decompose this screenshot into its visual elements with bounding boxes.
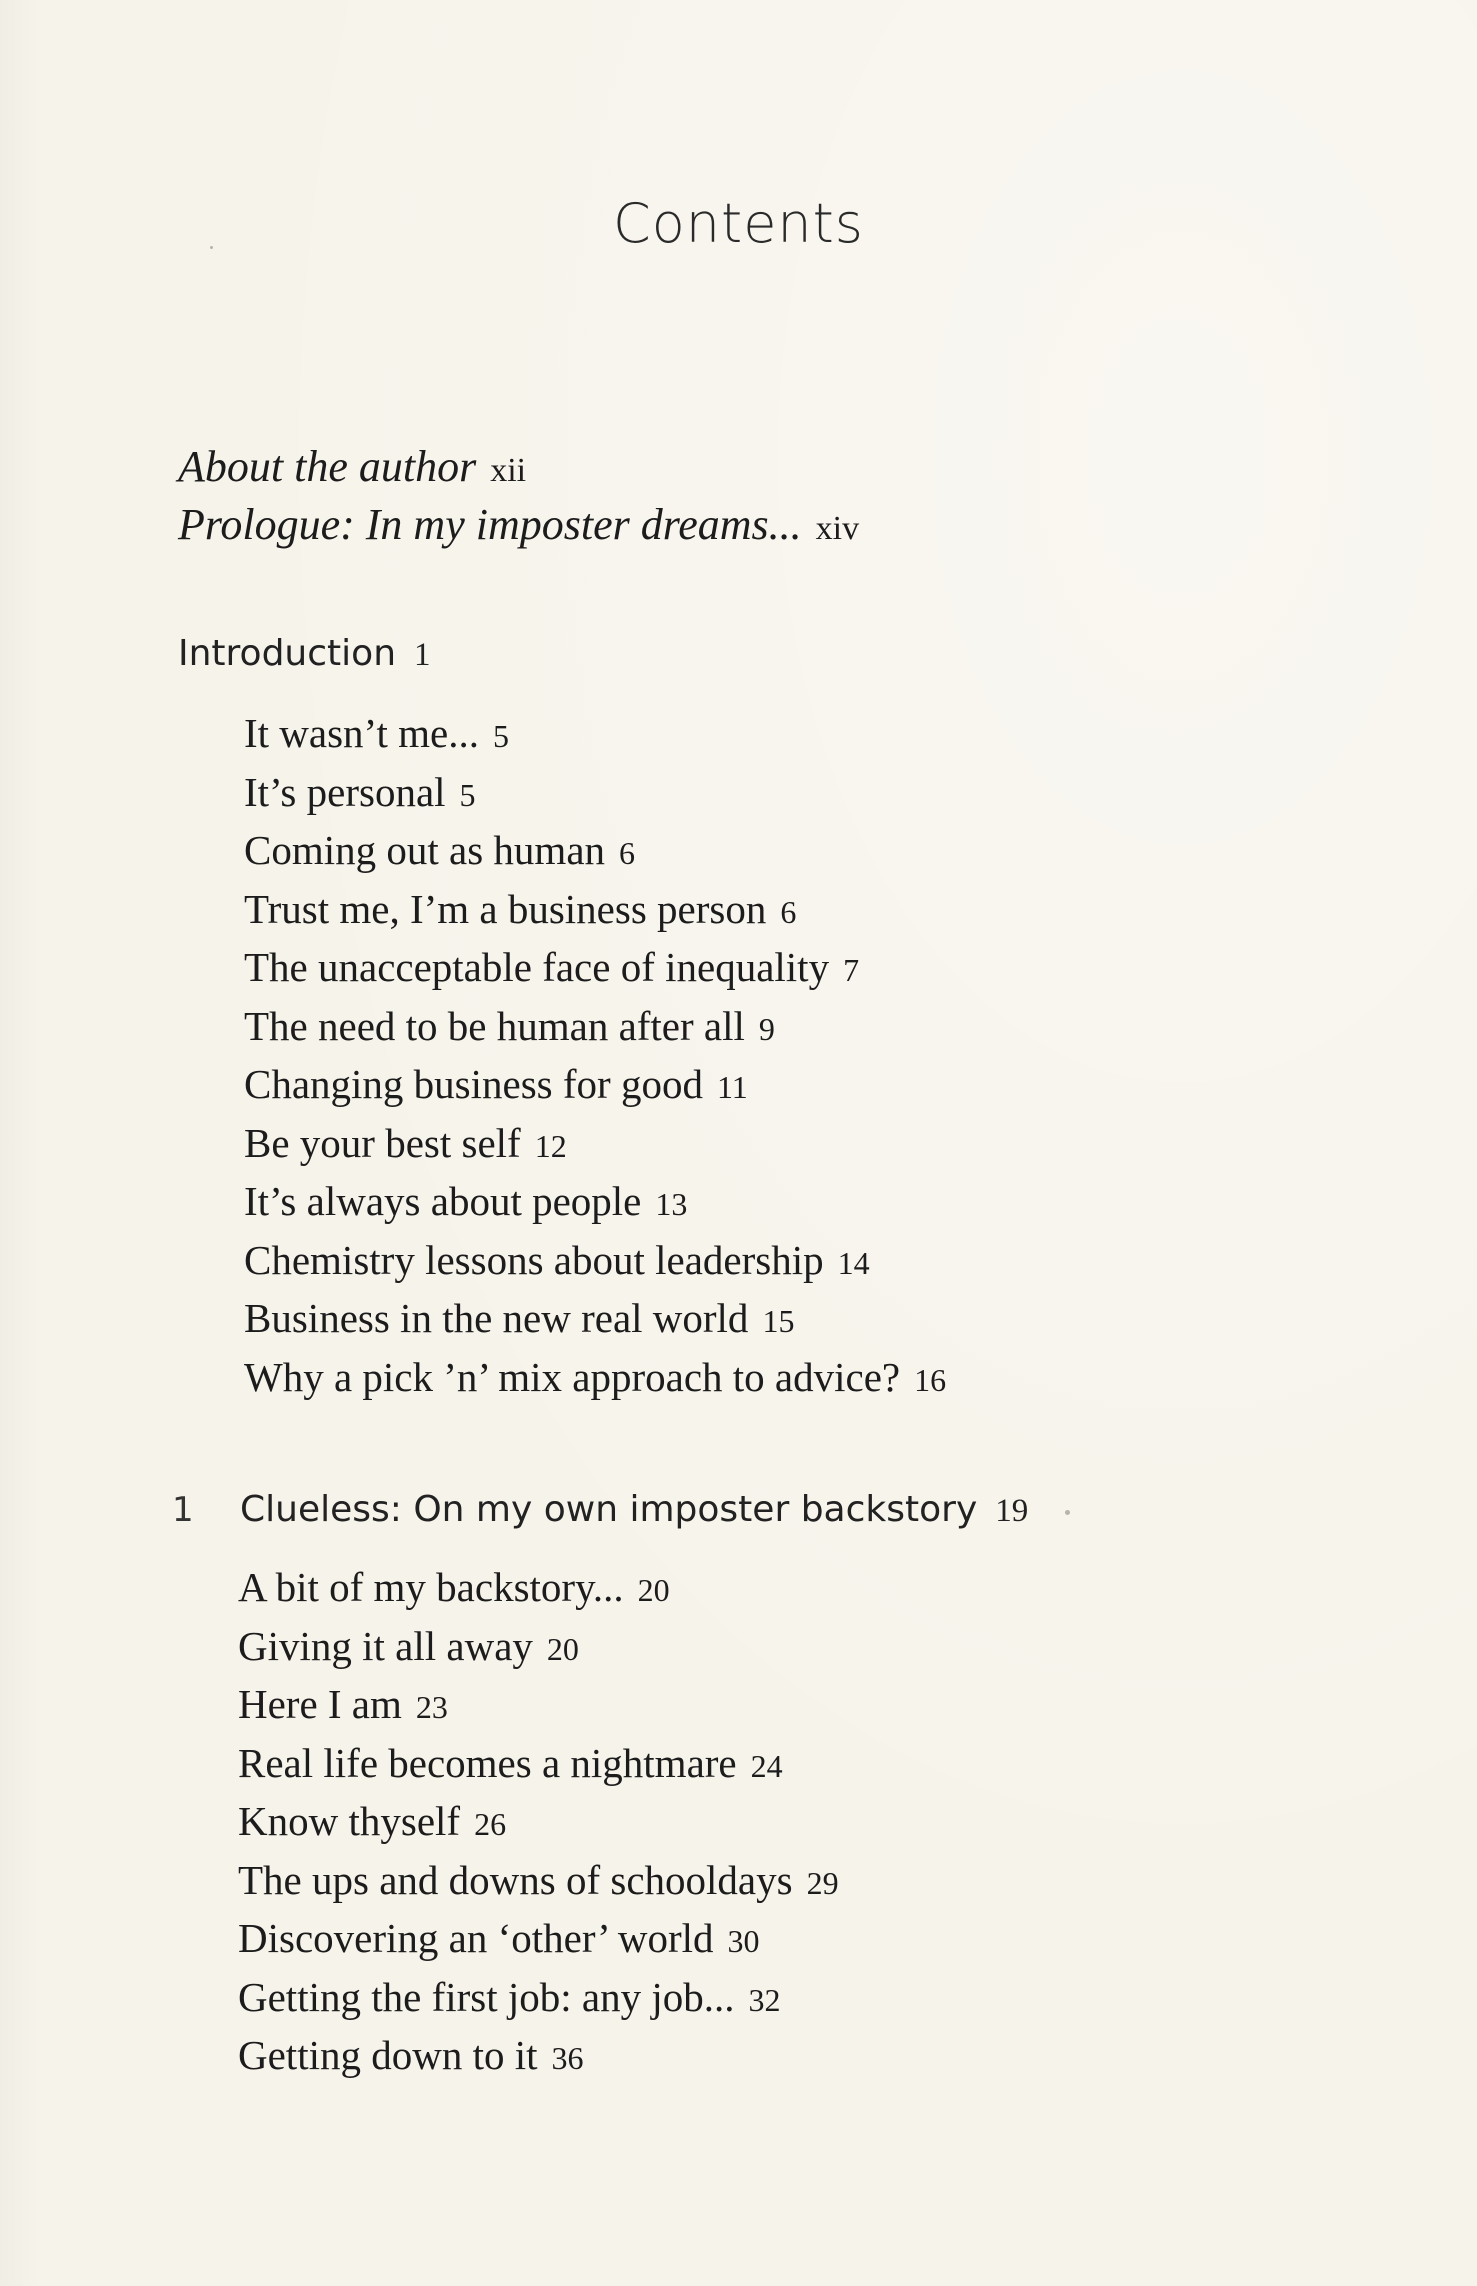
entry-title: Changing business for good	[244, 1061, 703, 1107]
toc-entry	[238, 1558, 839, 1617]
chapter-number: 1	[172, 1490, 194, 1530]
toc-entry	[244, 880, 946, 939]
entry-page: xiv	[815, 510, 860, 547]
toc-entry	[244, 763, 946, 822]
chapter-page: 1	[414, 637, 431, 673]
chapter-title: Clueless: On my own imposter backstory	[240, 1489, 978, 1530]
front-matter-entry	[178, 496, 859, 554]
toc-entry	[244, 1172, 946, 1231]
entry-title: Chemistry lessons about leadership	[244, 1236, 824, 1283]
entry-page: 5	[459, 776, 476, 813]
toc-entry	[244, 1231, 946, 1290]
entry-page: 9	[758, 1010, 775, 1047]
entry-page: 7	[843, 952, 860, 988]
chapter-title: Introduction	[178, 633, 397, 674]
introduction-heading	[178, 633, 431, 674]
entry-page: 15	[762, 1303, 795, 1339]
entry-title: Getting down to it	[238, 2032, 538, 2078]
chapter-1-sections	[238, 1558, 839, 2085]
toc-entry	[238, 1968, 839, 2027]
entry-page: 29	[806, 1864, 839, 1901]
toc-entry	[244, 1289, 946, 1348]
entry-page: xii	[490, 452, 527, 489]
toc-entry	[244, 1114, 946, 1173]
front-matter-entry	[178, 438, 859, 496]
toc-entry	[244, 997, 946, 1056]
entry-page: 16	[914, 1361, 947, 1398]
paper-speck	[1065, 1510, 1070, 1515]
toc-entry	[238, 1851, 839, 1910]
entry-page: 14	[837, 1244, 870, 1281]
toc-entry	[244, 1348, 946, 1407]
toc-entry	[238, 1909, 839, 1968]
entry-title: Discovering an ‘other’ world	[238, 1915, 714, 1961]
toc-entry	[238, 1792, 839, 1851]
introduction-sections	[244, 704, 946, 1406]
entry-title: Getting the first job: any job...	[238, 1973, 735, 2020]
entry-page: 26	[474, 1806, 507, 1842]
entry-title: A bit of my backstory...	[238, 1564, 624, 1610]
toc-entry	[238, 1734, 839, 1793]
entry-title: Giving it all away	[238, 1622, 533, 1669]
entry-title: Here I am	[238, 1681, 402, 1727]
entry-title: It’s personal	[244, 768, 446, 815]
toc-entry	[244, 1055, 946, 1114]
entry-page: 12	[534, 1127, 567, 1164]
entry-title: Be your best self	[244, 1119, 521, 1166]
entry-title: Business in the new real world	[244, 1295, 749, 1341]
entry-page: 30	[727, 1923, 760, 1959]
entry-title: Prologue: In my imposter dreams...	[178, 500, 802, 549]
entry-title: The unacceptable face of inequality	[244, 944, 830, 990]
toc-entry	[238, 2026, 839, 2085]
front-matter	[178, 438, 859, 554]
entry-page: 6	[780, 893, 797, 930]
entry-page: 11	[716, 1069, 748, 1105]
entry-title: Why a pick ’n’ mix approach to advice?	[244, 1353, 901, 1400]
entry-page: 20	[546, 1630, 579, 1667]
toc-entry	[244, 704, 946, 763]
toc-entry	[244, 821, 946, 880]
entry-page: 6	[619, 835, 636, 871]
entry-title: It’s always about people	[244, 1178, 642, 1224]
chapter-1-heading	[240, 1489, 1028, 1530]
entry-title: About the author	[178, 442, 477, 491]
entry-title: The ups and downs of schooldays	[238, 1856, 793, 1903]
page-title: Contents	[613, 192, 864, 255]
entry-title: Coming out as human	[244, 827, 606, 873]
entry-title: Trust me, I’m a business person	[244, 885, 767, 932]
toc-entry	[244, 938, 946, 997]
toc-entry	[238, 1617, 839, 1676]
entry-page: 13	[655, 1186, 688, 1222]
entry-title: It wasn’t me...	[244, 710, 479, 756]
entry-page: 20	[637, 1572, 670, 1608]
entry-title: Know thyself	[238, 1798, 461, 1844]
paper-speck	[210, 246, 213, 249]
entry-page: 23	[415, 1689, 448, 1725]
entry-title: Real life becomes a nightmare	[238, 1739, 737, 1786]
chapter-page: 19	[995, 1493, 1029, 1529]
entry-page: 5	[492, 718, 509, 754]
entry-page: 24	[750, 1747, 783, 1784]
entry-page: 36	[551, 2040, 584, 2076]
entry-page: 32	[748, 1981, 781, 2018]
entry-title: The need to be human after all	[244, 1002, 745, 1049]
toc-entry	[238, 1675, 839, 1734]
